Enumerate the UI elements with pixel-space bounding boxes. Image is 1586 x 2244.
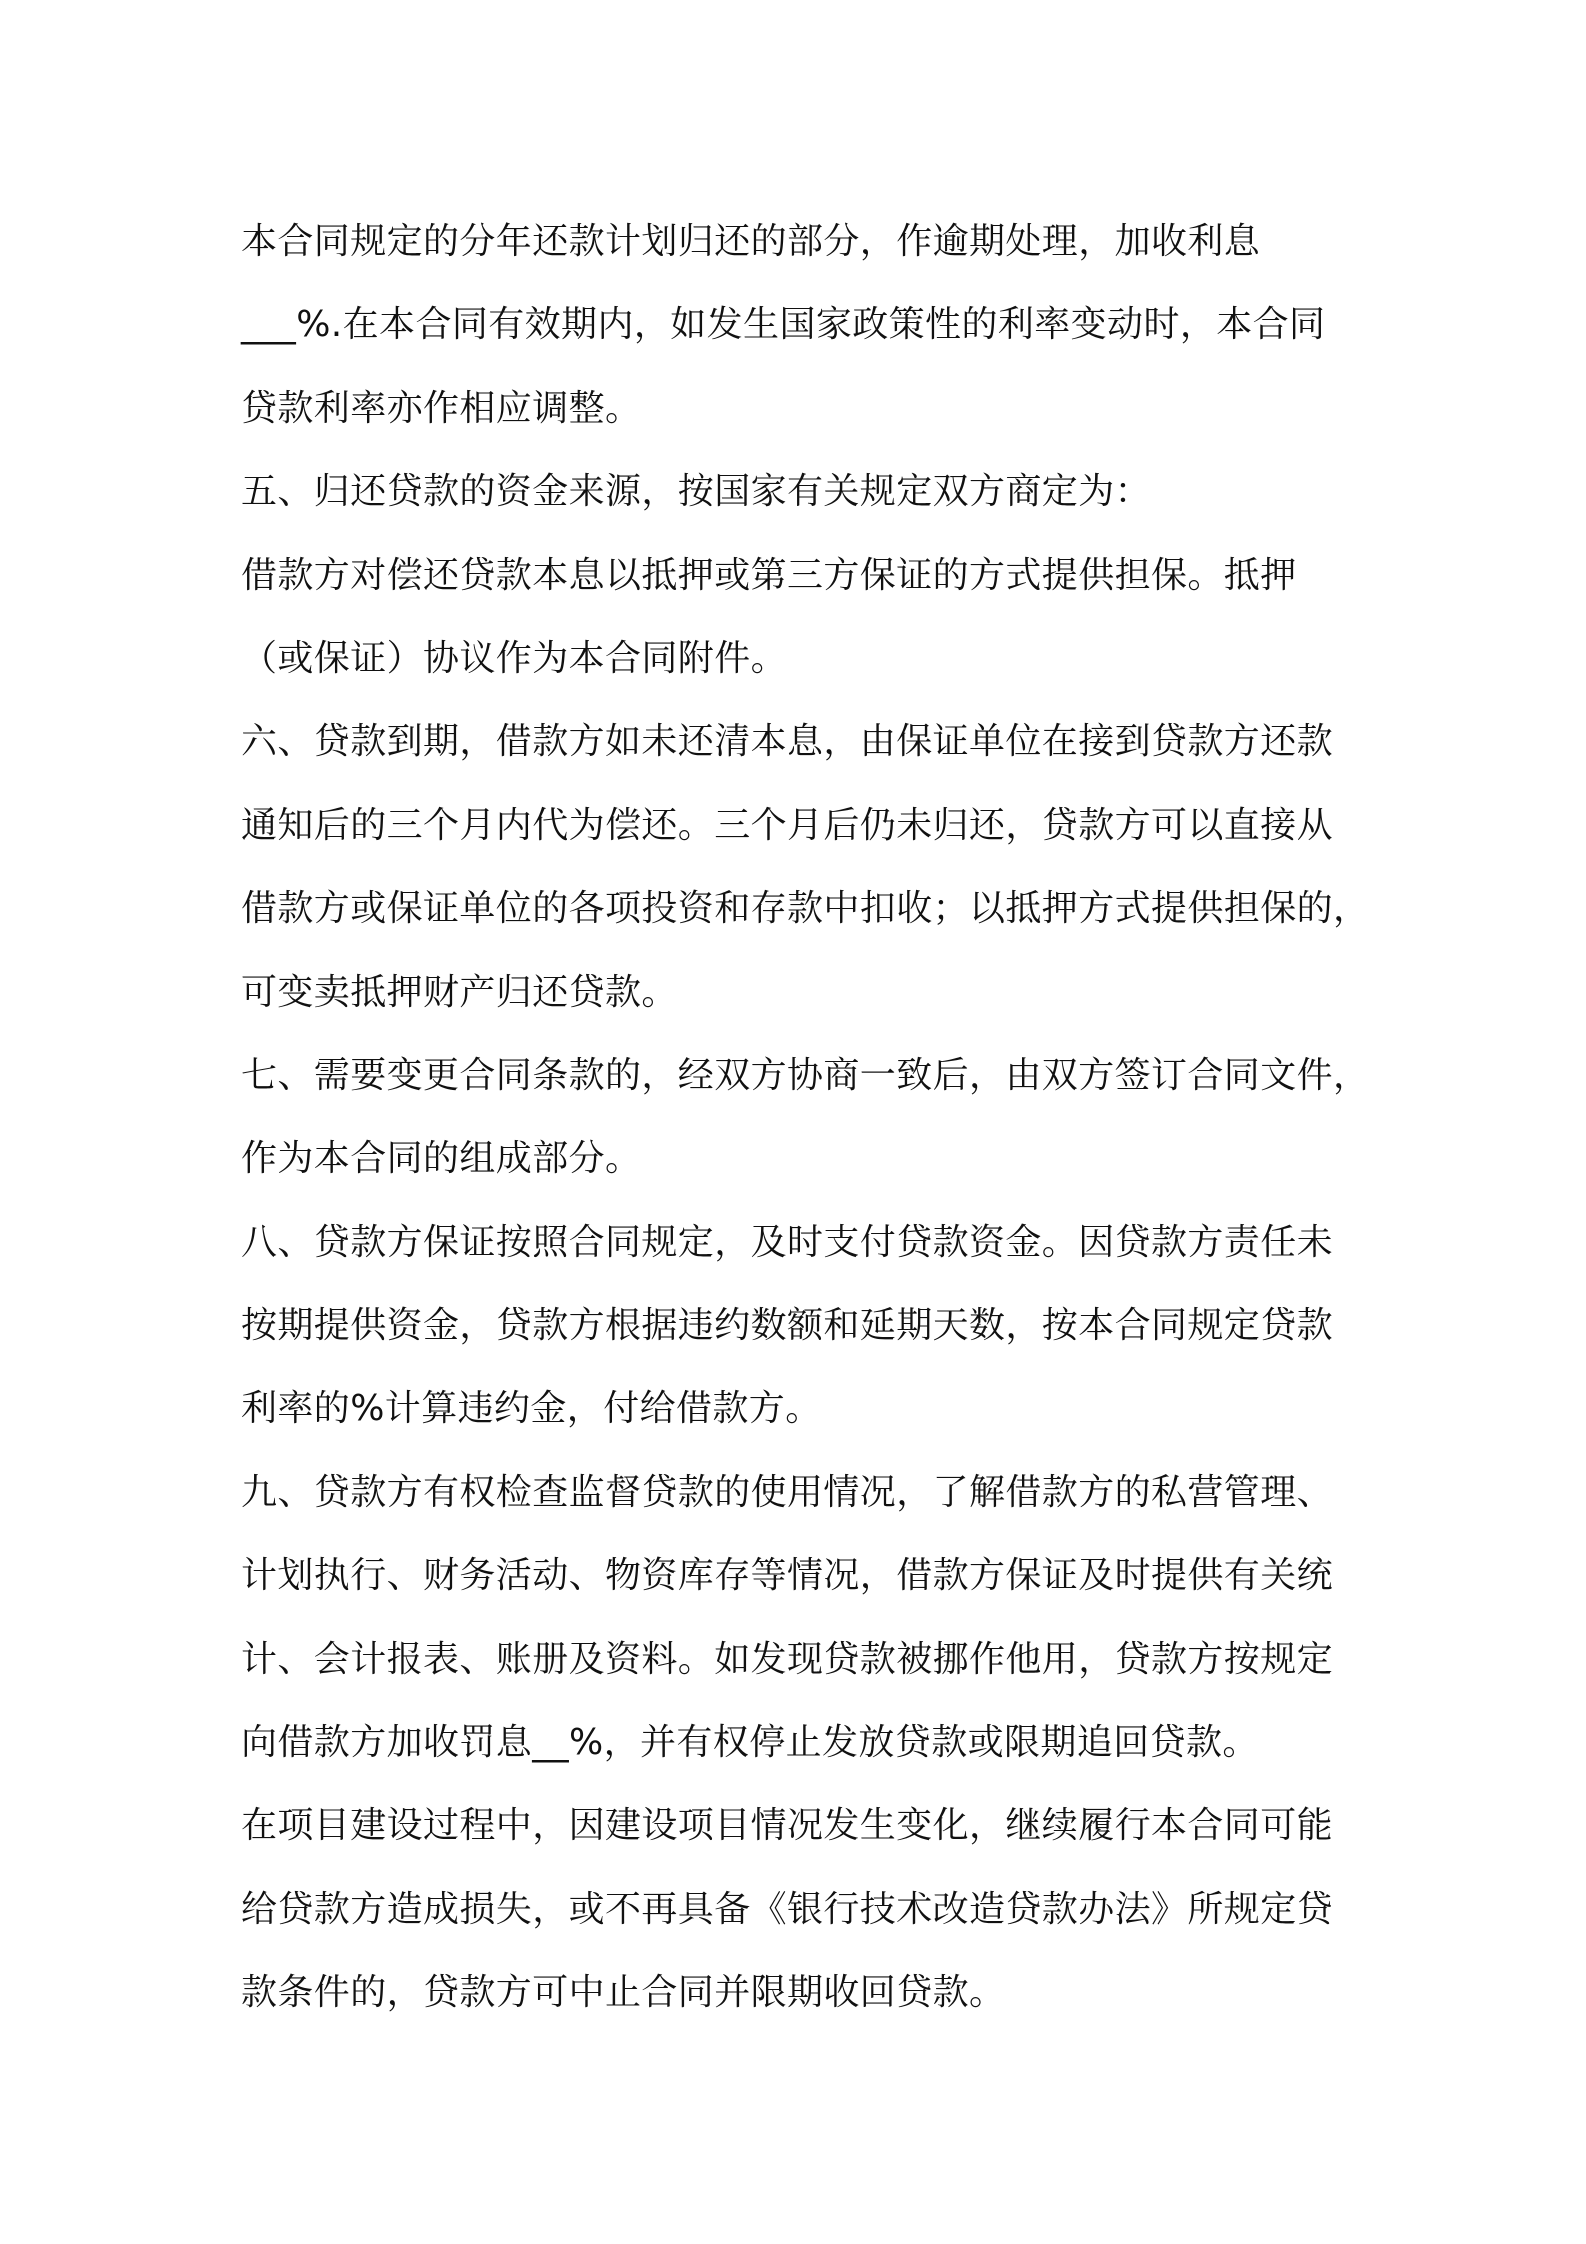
clause-5-heading: 五、归还贷款的资金来源，按国家有关规定双方商定为： (241, 471, 1152, 513)
clause-8-heading: 八、贷款方保证按照合同规定，及时支付贷款资金。因贷款方责任未 (241, 1221, 1334, 1263)
text-line: 通知后的三个月内代为偿还。三个月后仍未归还，贷款方可以直接从 (241, 804, 1334, 846)
text-line: 可变卖抵押财产归还贷款。 (241, 971, 678, 1013)
text-line: 按期提供资金，贷款方根据违约数额和延期天数，按本合同规定贷款 (241, 1305, 1334, 1347)
text-line: 借款方对偿还贷款本息以抵押或第三方保证的方式提供担保。抵押 (241, 554, 1297, 596)
text-line: 款条件的，贷款方可中止合同并限期收回贷款。 (241, 1972, 1006, 2014)
document-body (241, 200, 1371, 2035)
clause-9-heading: 九、贷款方有权检查监督贷款的使用情况，了解借款方的私营管理、 (241, 1471, 1334, 1513)
text-line: 借款方或保证单位的各项投资和存款中扣收；以抵押方式提供担保的， (241, 888, 1370, 930)
text-line: 给贷款方造成损失，或不再具备《银行技术改造贷款办法》所规定贷 (241, 1888, 1334, 1930)
text-line: 计、会计报表、账册及资料。如发现贷款被挪作他用，贷款方按规定 (241, 1638, 1334, 1680)
clause-6-heading: 六、贷款到期，借款方如未还清本息，由保证单位在接到贷款方还款 (241, 721, 1334, 763)
text-line: 贷款利率亦作相应调整。 (241, 387, 642, 429)
text-line: （或保证）协议作为本合同附件。 (241, 637, 788, 679)
text-line: 本合同规定的分年还款计划归还的部分，作逾期处理，加收利息 (241, 221, 1261, 262)
text-line: 在项目建设过程中，因建设项目情况发生变化，继续履行本合同可能 (241, 1805, 1334, 1847)
text-line: 计划执行、财务活动、物资库存等情况，借款方保证及时提供有关统 (241, 1555, 1334, 1597)
text-line: 作为本合同的组成部分。 (241, 1138, 642, 1180)
text-line: 利率的%计算违约金，付给借款方。 (241, 1388, 822, 1430)
text-line: 向借款方加收罚息__%，并有权停止发放贷款或限期追回贷款。 (241, 1722, 1259, 1764)
text-line: ___%.在本合同有效期内，如发生国家政策性的利率变动时，本合同 (241, 304, 1326, 346)
clause-7-heading: 七、需要变更合同条款的，经双方协商一致后，由双方签订合同文件， (241, 1054, 1370, 1096)
